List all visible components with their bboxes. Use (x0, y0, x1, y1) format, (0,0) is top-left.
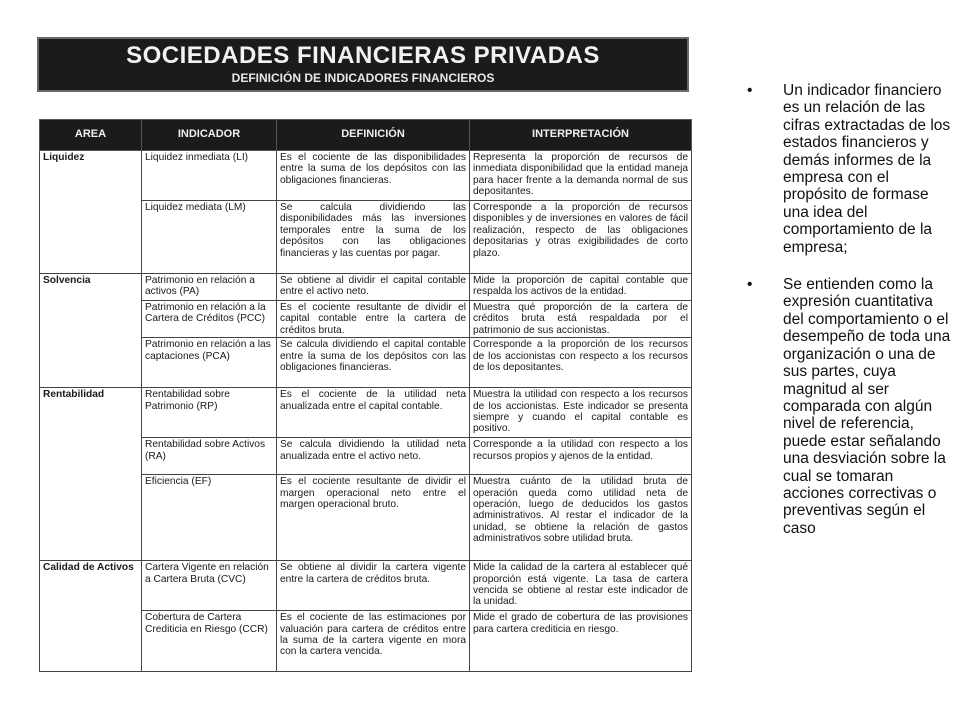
indicator-cell: Liquidez inmediata (LI) (142, 151, 277, 201)
indicator-cell: Cartera Vigente en relación a Cartera Bruta (CVC) (142, 561, 277, 611)
interpretation-cell: Corresponde a la proporción de los recursos de los accionistas con respecto a los recursos de los depositantes. (470, 338, 692, 388)
header-indicator: INDICADOR (142, 120, 277, 151)
definition-cell: Se calcula dividiendo las disponibilidades más las inversiones temporales entre la suma de los depósitos con las obligaciones financieras y las cuentas por pagar. (277, 201, 470, 274)
header-interpretation: INTERPRETACIÓN (470, 120, 692, 151)
area-cell: Calidad de Activos (40, 561, 142, 672)
definition-cell: Es el cociente de las estimaciones por valuación para cartera de créditos entre la suma de la cartera vigente en mora con la cartera vencida. (277, 611, 470, 672)
table-row (40, 388, 692, 438)
interpretation-cell: Corresponde a la utilidad con respecto a los recursos propios y ajenos de la entidad. (470, 438, 692, 475)
indicator-cell: Rentabilidad sobre Activos (RA) (142, 438, 277, 475)
header-area: AREA (40, 120, 142, 151)
bullet-item (747, 276, 957, 537)
definition-cell: Es el cociente resultante de dividir el margen operacional neto entre el margen operacional bruto. (277, 475, 470, 561)
indicator-cell: Cobertura de Cartera Crediticia en Riesgo (CCR) (142, 611, 277, 672)
area-cell: Solvencia (40, 274, 142, 388)
indicator-cell: Liquidez mediata (LM) (142, 201, 277, 274)
interpretation-cell: Muestra la utilidad con respecto a los recursos de los accionistas. Este indicador se presenta siempre y cuando el capital contable es positivo. (470, 388, 692, 438)
interpretation-cell: Muestra qué proporción de la cartera de créditos bruta está respaldada por el patrimonio de sus accionistas. (470, 301, 692, 338)
area-cell: Liquidez (40, 151, 142, 274)
document-title: SOCIEDADES FINANCIERAS PRIVADAS (126, 42, 600, 69)
interpretation-cell: Mide el grado de cobertura de las provisiones para cartera crediticia en riesgo. (470, 611, 692, 672)
interpretation-cell: Muestra cuánto de la utilidad bruta de operación queda como utilidad neta de operación, luego de deducidos los gastos administrativos. Al restar el indicador de la unidad, se obtiene la relación de gastos administrativos sobre utilidad bruta. (470, 475, 692, 561)
document-subtitle: DEFINICIÓN DE INDICADORES FINANCIEROS (231, 71, 495, 85)
bullet-text: Un indicador financiero es un relación de las cifras extractadas de los estados financieros y demás informes de la empresa con el propósito de formase una idea del comportamiento de la empresa; (783, 82, 951, 256)
area-cell: Rentabilidad (40, 388, 142, 561)
definition-cell: Es el cociente resultante de dividir el capital contable entre la cartera de créditos bruta. (277, 301, 470, 338)
definition-cell: Se obtiene al dividir la cartera vigente entre la cartera de créditos bruta. (277, 561, 470, 611)
header-definition: DEFINICIÓN (277, 120, 470, 151)
definition-cell: Es el cociente de la utilidad neta anualizada entre el capital contable. (277, 388, 470, 438)
definition-cell: Es el cociente de las disponibilidades entre la suma de los depósitos con las obligaciones financieras. (277, 151, 470, 201)
indicator-cell: Patrimonio en relación a las captaciones (PCA) (142, 338, 277, 388)
table-header-row (40, 120, 692, 151)
table-row (40, 561, 692, 611)
bullet-marker: • (747, 276, 753, 294)
table-row (40, 274, 692, 301)
interpretation-cell: Corresponde a la proporción de recursos disponibles y de inversiones en valores de fácil realización, respecto de las obligaciones depositarias y otras exigibilidades de corto plazo. (470, 201, 692, 274)
definition-cell: Se calcula dividiendo la utilidad neta anualizada entre el activo neto. (277, 438, 470, 475)
interpretation-cell: Representa la proporción de recursos de inmediata disponibilidad que la entidad maneja para hacer frente a la demanda normal de sus depositantes. (470, 151, 692, 201)
indicator-cell: Rentabilidad sobre Patrimonio (RP) (142, 388, 277, 438)
indicators-document-image (35, 35, 695, 680)
interpretation-cell: Mide la calidad de la cartera al establecer qué proporción está vigente. La tasa de cartera vencida se obtiene al restar este indicador de la unidad. (470, 561, 692, 611)
document-banner (37, 37, 689, 92)
definition-cell: Se calcula dividiendo el capital contable entre la suma de los depósitos con las obligaciones financieras. (277, 338, 470, 388)
indicator-cell: Patrimonio en relación a activos (PA) (142, 274, 277, 301)
bullet-marker: • (747, 82, 753, 99)
indicator-cell: Patrimonio en relación a la Cartera de Créditos (PCC) (142, 301, 277, 338)
indicators-table (39, 119, 692, 672)
interpretation-cell: Mide la proporción de capital contable que respalda los activos de la entidad. (470, 274, 692, 301)
indicator-cell: Eficiencia (EF) (142, 475, 277, 561)
bullet-list (747, 82, 957, 557)
bullet-item (747, 82, 957, 256)
bullet-text: Se entienden como la expresión cuantitativa del comportamiento o el desempeño de toda una organización o una de sus partes, cuya magnitud al ser comparada con algún nivel de referencia, puede estar señalando una desviación sobre la cual se tomaran acciones correctivas o preventivas según el caso (783, 276, 951, 537)
definition-cell: Se obtiene al dividir el capital contable entre el activo neto. (277, 274, 470, 301)
table-row (40, 151, 692, 201)
